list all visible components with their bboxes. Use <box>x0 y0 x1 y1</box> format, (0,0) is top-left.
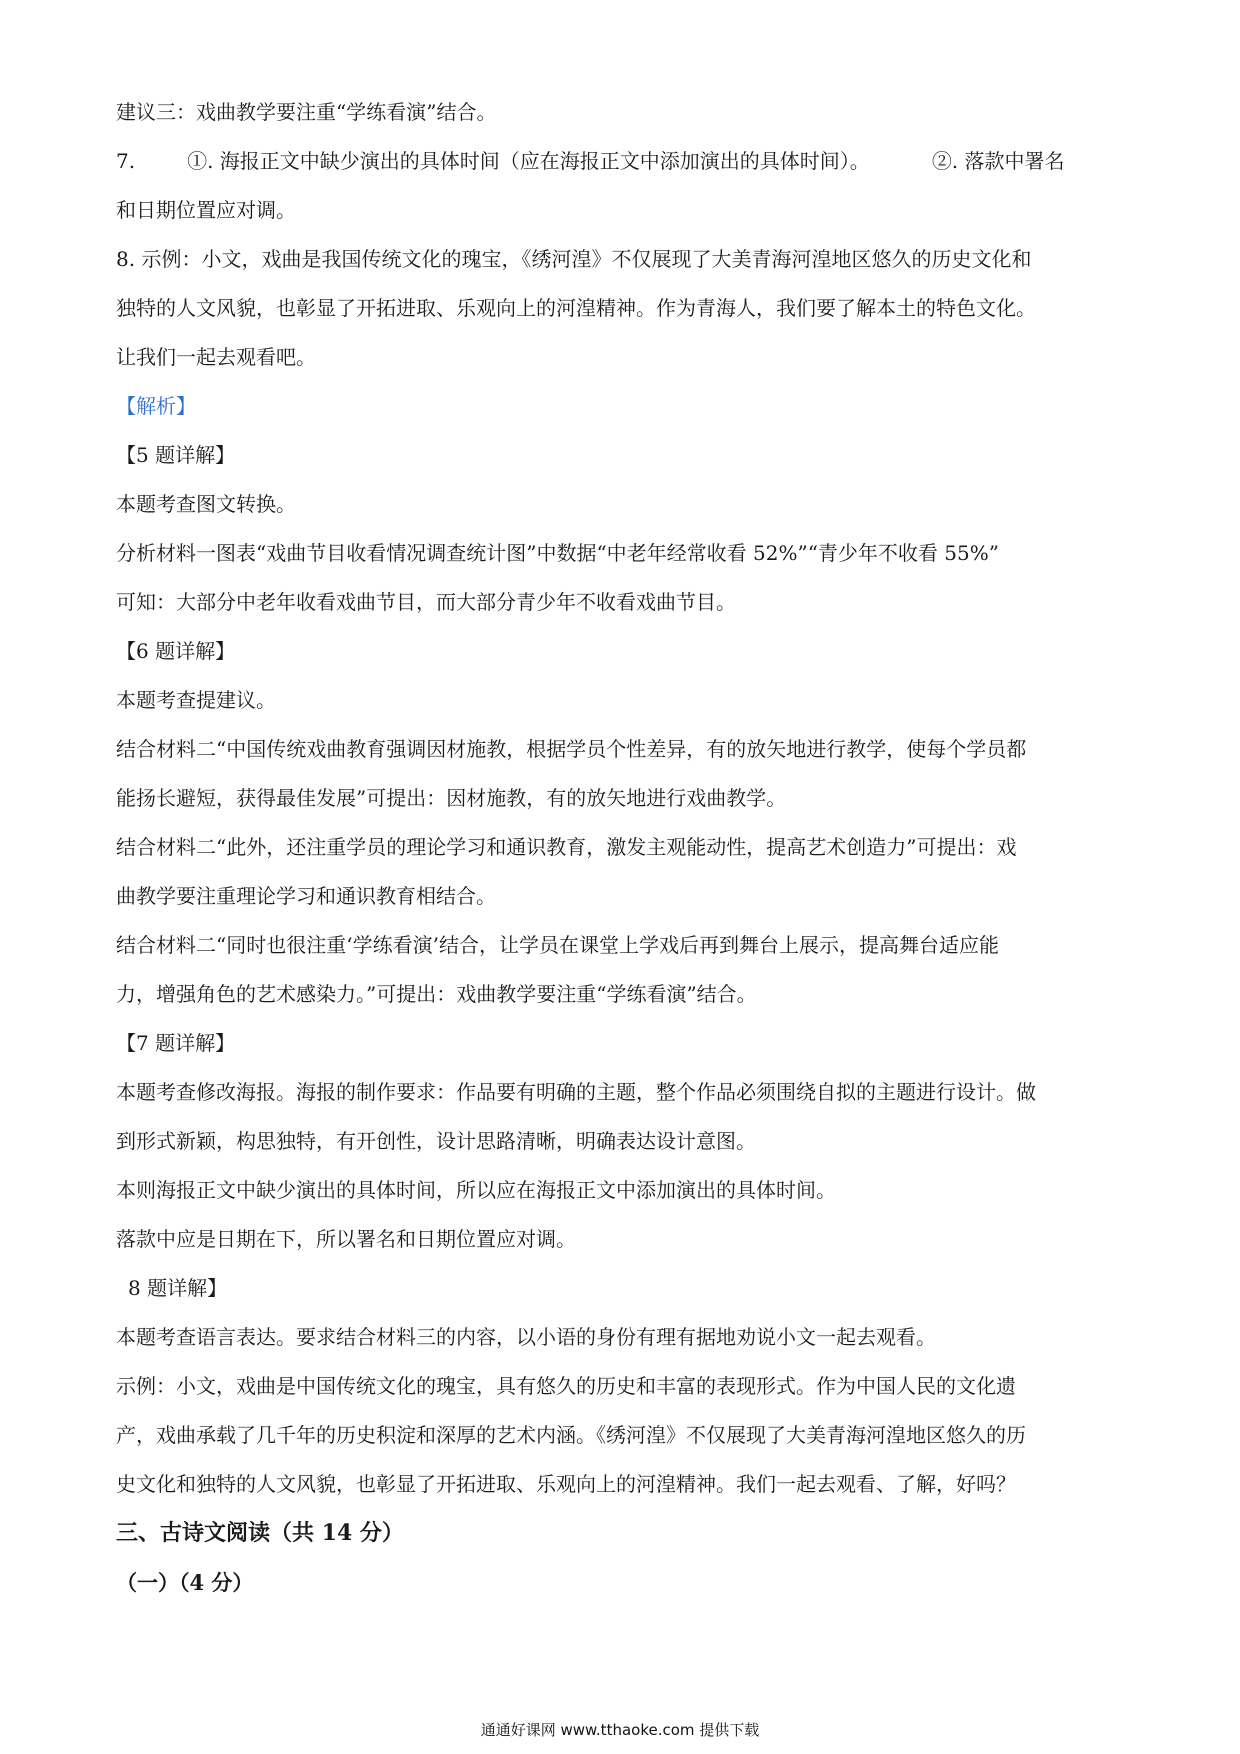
answer-7-part2: ②. 落款中署名 <box>931 149 1065 173</box>
body-line: 能扬长避短，获得最佳发展”可提出：因材施教，有的放矢地进行戏曲教学。 <box>116 786 787 810</box>
body-line: 史文化和独特的人文风貌，也彰显了开拓进取、乐观向上的河湟精神。我们一起去观看、了解，好吗？ <box>116 1472 1016 1496</box>
body-line: 结合材料二“同时也很注重‘学练看演’结合，让学员在课堂上学戏后再到舞台上展示，提高舞台适应能 <box>116 933 999 957</box>
answer-line: 和日期位置应对调。 <box>116 198 296 222</box>
body-line: 示例：小文，戏曲是中国传统文化的瑰宝，具有悠久的历史和丰富的表现形式。作为中国人民的文化遗 <box>116 1374 1016 1398</box>
body-line: 曲教学要注重理论学习和通识教育相结合。 <box>116 884 496 908</box>
body-line: 力，增强角色的艺术感染力。”可提出：戏曲教学要注重“学练看演”结合。 <box>116 982 757 1006</box>
body-line: 到形式新颖，构思独特，有开创性，设计思路清晰，明确表达设计意图。 <box>116 1129 756 1153</box>
section-three-heading: 三、古诗文阅读（共 14 分） <box>116 1520 404 1546</box>
body-line: 结合材料二“中国传统戏曲教育强调因材施教，根据学员个性差异，有的放矢地进行教学，使每个学员都 <box>116 737 1027 761</box>
body-line: 结合材料二“此外，还注重学员的理论学习和通识教育，激发主观能动性，提高艺术创造力”可提出：戏 <box>116 835 1017 859</box>
body-line: 本则海报正文中缺少演出的具体时间，所以应在海报正文中添加演出的具体时间。 <box>116 1178 836 1202</box>
answer-line: 建议三：戏曲教学要注重“学练看演”结合。 <box>116 100 497 124</box>
q5-heading: 【5 题详解】 <box>116 443 236 467</box>
body-line: 本题考查提建议。 <box>116 688 276 712</box>
document-body <box>116 88 1126 1607</box>
body-line: 本题考查语言表达。要求结合材料三的内容，以小语的身份有理有据地劝说小文一起去观看。 <box>116 1325 936 1349</box>
answer-7-part1: ①. 海报正文中缺少演出的具体时间（应在海报正文中添加演出的具体时间）。 <box>187 149 870 173</box>
answer-8-line: 8. 示例：小文，戏曲是我国传统文化的瑰宝，《绣河湟》不仅展现了大美青海河湟地区悠久的历史文化和 <box>116 247 1032 271</box>
body-line: 分析材料一图表“戏曲节目收看情况调查统计图”中数据“中老年经常收看 52%”“青少年不收看 55%” <box>116 541 999 565</box>
answer-7-line <box>116 137 1126 186</box>
question-number: 7. <box>116 149 136 173</box>
analysis-heading: 【解析】 <box>116 394 196 418</box>
answer-line: 独特的人文风貌，也彰显了开拓进取、乐观向上的河湟精神。作为青海人，我们要了解本土的特色文化。 <box>116 296 1036 320</box>
body-line: 可知：大部分中老年收看戏曲节目，而大部分青少年不收看戏曲节目。 <box>116 590 736 614</box>
body-line: 落款中应是日期在下，所以署名和日期位置应对调。 <box>116 1227 576 1251</box>
q6-heading: 【6 题详解】 <box>116 639 236 663</box>
answer-line: 让我们一起去观看吧。 <box>116 345 316 369</box>
body-line: 产，戏曲承载了几千年的历史积淀和深厚的艺术内涵。《绣河湟》不仅展现了大美青海河湟地区悠久的历 <box>116 1423 1026 1447</box>
body-line: 本题考查修改海报。海报的制作要求：作品要有明确的主题，整个作品必须围绕自拟的主题进行设计。做 <box>116 1080 1036 1104</box>
footer-watermark: 通通好课网 www.tthaoke.com 提供下载 <box>480 1721 760 1739</box>
q8-heading: 8 题详解】 <box>128 1276 228 1300</box>
q7-heading: 【7 题详解】 <box>116 1031 236 1055</box>
body-line: 本题考查图文转换。 <box>116 492 296 516</box>
subsection-heading: （一）（4 分） <box>116 1570 254 1595</box>
